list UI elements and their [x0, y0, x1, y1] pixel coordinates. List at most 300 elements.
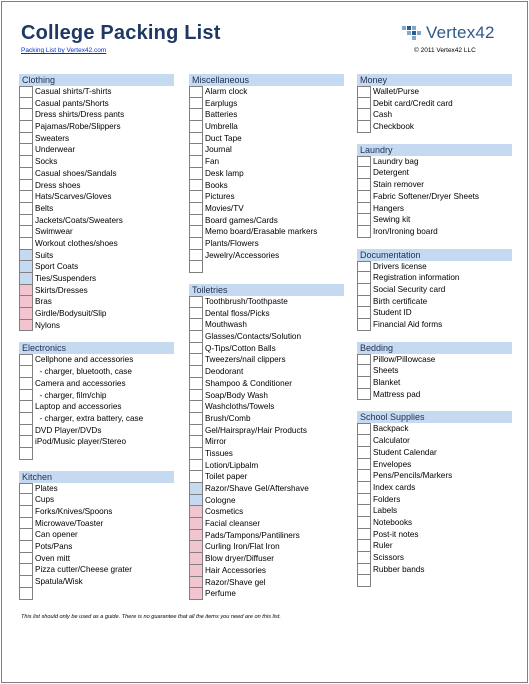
checkbox[interactable]: [357, 552, 371, 564]
list-item: [189, 425, 344, 437]
item-label: Pictures: [205, 192, 235, 202]
checkbox[interactable]: [357, 505, 371, 517]
checkbox[interactable]: [357, 540, 371, 552]
item-label: Laptop and accessories: [35, 402, 122, 412]
checkbox[interactable]: [19, 296, 33, 308]
item-label: Registration information: [373, 273, 460, 283]
section-toiletries: [189, 284, 344, 600]
checkbox[interactable]: [189, 191, 203, 203]
list-item: [189, 98, 344, 110]
checkbox[interactable]: [19, 180, 33, 192]
checkbox[interactable]: [189, 180, 203, 192]
item-label: Movies/TV: [205, 203, 244, 213]
checkbox[interactable]: [189, 354, 203, 366]
checkbox[interactable]: [189, 588, 203, 600]
item-label: Mattress pad: [373, 389, 421, 399]
list-item: [357, 529, 512, 541]
list-item: [19, 320, 174, 332]
item-label: Casual shoes/Sandals: [35, 168, 117, 178]
item-label: Jewelry/Accessories: [205, 250, 280, 260]
item-label: Pads/Tampons/Pantiliners: [205, 530, 300, 540]
list-item: [189, 436, 344, 448]
item-label: Underwear: [35, 145, 76, 155]
checkbox[interactable]: [189, 319, 203, 331]
list-item: [19, 541, 174, 553]
checkbox[interactable]: [189, 448, 203, 460]
list-item: [357, 505, 512, 517]
checkbox[interactable]: [357, 470, 371, 482]
section-header: Money: [357, 74, 512, 86]
item-label: Tweezers/nail clippers: [205, 355, 286, 365]
list-item: [189, 180, 344, 192]
list-item: [19, 273, 174, 285]
checkbox[interactable]: [19, 86, 33, 98]
section-school-supplies: [357, 411, 512, 587]
list-item: [357, 214, 512, 226]
checkbox[interactable]: [19, 273, 33, 285]
checkbox[interactable]: [357, 179, 371, 191]
checkbox[interactable]: [357, 494, 371, 506]
item-label: Razor/Shave gel: [205, 577, 266, 587]
checkbox[interactable]: [189, 168, 203, 180]
item-label: Ties/Suspenders: [35, 274, 97, 283]
checkbox[interactable]: [19, 401, 33, 413]
item-label: Belts: [35, 203, 54, 213]
item-label: Sport Coats: [35, 262, 79, 272]
item-label: Duct Tape: [205, 133, 242, 143]
item-label: Shampoo & Conditioner: [205, 378, 292, 388]
checkbox[interactable]: [19, 518, 33, 530]
checkbox[interactable]: [19, 564, 33, 576]
checkbox[interactable]: [357, 284, 371, 296]
checkbox[interactable]: [189, 541, 203, 553]
section-header: Toiletries: [189, 284, 344, 296]
section-clothing: [19, 74, 174, 331]
list-item: [189, 553, 344, 565]
section-header: Documentation: [357, 249, 512, 261]
checkbox[interactable]: [189, 460, 203, 472]
list-item: [357, 552, 512, 564]
checkbox[interactable]: [189, 109, 203, 121]
list-item: [19, 436, 174, 448]
checkbox[interactable]: [357, 109, 371, 121]
checkbox[interactable]: [189, 250, 203, 262]
item-label: Sweaters: [35, 133, 70, 143]
section-kitchen: [19, 471, 174, 600]
list-item: [19, 226, 174, 238]
checkbox[interactable]: [19, 98, 33, 110]
list-item: [357, 564, 512, 576]
list-item: [357, 389, 512, 401]
list-item: [357, 365, 512, 377]
checkbox[interactable]: [19, 121, 33, 133]
checkbox[interactable]: [189, 425, 203, 437]
list-item: [357, 470, 512, 482]
item-label: Ruler: [373, 541, 393, 551]
item-label: Calculator: [373, 436, 410, 446]
checkbox[interactable]: [189, 518, 203, 530]
list-item: [357, 191, 512, 203]
item-label: Tissues: [205, 448, 233, 458]
item-label: Folders: [373, 494, 401, 504]
checkbox[interactable]: [19, 168, 33, 180]
item-label: Cups: [35, 495, 55, 505]
list-item: [19, 144, 174, 156]
checkbox[interactable]: [19, 133, 33, 145]
checkbox[interactable]: [19, 203, 33, 215]
item-label: Mirror: [205, 437, 227, 447]
item-label: Index cards: [373, 482, 416, 492]
item-label: Post-it notes: [373, 529, 419, 539]
item-label: Blow dryer/Diffuser: [205, 554, 275, 564]
checkbox[interactable]: [189, 401, 203, 413]
checkbox[interactable]: [189, 378, 203, 390]
list-item: [19, 529, 174, 541]
item-label: Dental floss/Picks: [205, 308, 270, 318]
section-documentation: [357, 249, 512, 331]
checkbox[interactable]: [189, 413, 203, 425]
item-label: [371, 575, 512, 587]
list-item: [189, 261, 344, 273]
list-item: [357, 307, 512, 319]
item-label: Deodorant: [205, 367, 244, 377]
list-item: [189, 191, 344, 203]
item-label: Hangers: [373, 203, 404, 213]
list-item: [357, 167, 512, 179]
list-item: [189, 541, 344, 553]
item-label: Detergent: [373, 168, 409, 178]
item-label: Scissors: [373, 553, 404, 562]
item-label: Lotion/Lipbalm: [205, 460, 259, 470]
list-item: [19, 588, 174, 600]
checkbox[interactable]: [19, 109, 33, 121]
checkbox[interactable]: [189, 483, 203, 495]
item-label: Wallet/Purse: [373, 87, 420, 96]
item-label: Plants/Flowers: [205, 238, 259, 248]
item-label: Laundry bag: [373, 156, 419, 166]
item-label: Rubber bands: [373, 564, 425, 574]
checkbox[interactable]: [189, 366, 203, 378]
page-title: College Packing List: [21, 22, 221, 44]
logo-grid-icon: [401, 24, 423, 42]
item-label: Memo board/Erasable markers: [205, 227, 318, 237]
item-label: Hair Accessories: [205, 565, 266, 575]
item-label: Stain remover: [373, 180, 424, 190]
list-item: [19, 425, 174, 437]
list-item: [189, 133, 344, 145]
checkbox[interactable]: [357, 272, 371, 284]
checkbox[interactable]: [19, 354, 33, 366]
list-item: [19, 250, 174, 262]
item-label: DVD Player/DVDs: [35, 425, 102, 435]
item-label: Books: [205, 180, 228, 190]
column-left: [19, 74, 174, 611]
checkbox[interactable]: [189, 86, 203, 98]
list-item: [357, 377, 512, 389]
item-label: Oven mitt: [35, 553, 71, 563]
list-item: [357, 284, 512, 296]
checkbox[interactable]: [189, 296, 203, 308]
list-item: [189, 413, 344, 425]
checkbox[interactable]: [189, 495, 203, 507]
checkbox[interactable]: [189, 506, 203, 518]
checkbox[interactable]: [19, 308, 33, 320]
checkbox[interactable]: [19, 506, 33, 518]
checkbox[interactable]: [357, 121, 371, 133]
list-item: [189, 565, 344, 577]
item-label: Facial cleanser: [205, 519, 261, 529]
item-label: Jackets/Coats/Sweaters: [35, 215, 123, 225]
section-header: Bedding: [357, 342, 512, 354]
checkbox[interactable]: [189, 203, 203, 215]
checkbox[interactable]: [19, 588, 33, 600]
checkbox[interactable]: [19, 390, 33, 402]
list-item: [357, 319, 512, 331]
list-item: [189, 495, 344, 507]
item-label: Pots/Pans: [35, 542, 73, 552]
list-item: [189, 226, 344, 238]
checkbox[interactable]: [19, 215, 33, 227]
list-item: [357, 109, 512, 121]
item-label: Razor/Shave Gel/Aftershave: [205, 484, 309, 493]
list-item: [19, 483, 174, 495]
checkbox[interactable]: [189, 215, 203, 227]
checkbox[interactable]: [357, 575, 371, 587]
list-item: [189, 308, 344, 320]
checkbox[interactable]: [189, 98, 203, 110]
checkbox[interactable]: [189, 577, 203, 589]
item-label: Pajamas/Robe/Slippers: [35, 122, 121, 132]
checkbox[interactable]: [189, 121, 203, 133]
item-label: Fan: [205, 157, 220, 167]
list-item: [19, 518, 174, 530]
item-label: Washcloths/Towels: [205, 402, 275, 412]
item-label: - charger, bluetooth, case: [35, 367, 132, 377]
list-item: [189, 378, 344, 390]
checkbox[interactable]: [19, 366, 33, 378]
checkbox[interactable]: [357, 482, 371, 494]
list-item: [357, 517, 512, 529]
list-item: [19, 401, 174, 413]
list-item: [19, 366, 174, 378]
item-label: Girdle/Bodysuit/Slip: [35, 309, 107, 319]
checkbox[interactable]: [357, 319, 371, 331]
checkbox[interactable]: [357, 296, 371, 308]
item-label: Social Security card: [373, 284, 446, 294]
checkbox[interactable]: [357, 517, 371, 529]
checkbox[interactable]: [19, 320, 33, 332]
checkbox[interactable]: [357, 354, 371, 366]
checkbox[interactable]: [357, 564, 371, 576]
checkbox[interactable]: [19, 156, 33, 168]
list-item: [19, 378, 174, 390]
item-label: Envelopes: [373, 459, 412, 469]
checkbox[interactable]: [189, 530, 203, 542]
item-label: Bras: [35, 297, 52, 307]
checkbox[interactable]: [189, 343, 203, 355]
section-laundry: [357, 144, 512, 238]
item-label: Q-Tips/Cotton Balls: [205, 343, 276, 353]
item-label: Brush/Comb: [205, 413, 251, 423]
checkbox[interactable]: [189, 133, 203, 145]
checkbox[interactable]: [19, 250, 33, 262]
list-item: [357, 482, 512, 494]
list-item: [19, 180, 174, 192]
checkbox[interactable]: [19, 576, 33, 588]
item-label: Debit card/Credit card: [373, 98, 453, 108]
item-label: - charger, extra battery, case: [35, 413, 144, 423]
item-label: Dress shoes: [35, 180, 81, 190]
section-header: Clothing: [19, 74, 174, 86]
checkbox[interactable]: [357, 447, 371, 459]
list-item: [189, 121, 344, 133]
item-label: Desk lamp: [205, 168, 244, 178]
list-item: [189, 577, 344, 589]
checkbox[interactable]: [357, 98, 371, 110]
checkbox[interactable]: [19, 494, 33, 506]
list-item: [189, 518, 344, 530]
checkbox[interactable]: [357, 459, 371, 471]
item-label: Toothbrush/Toothpaste: [205, 297, 288, 306]
item-label: Backpack: [373, 424, 409, 434]
item-label: iPod/Music player/Stereo: [35, 437, 127, 447]
section-bedding: [357, 342, 512, 401]
section-header: Kitchen: [19, 471, 174, 483]
checkbox[interactable]: [19, 541, 33, 553]
item-label: Nylons: [35, 320, 61, 330]
checkbox[interactable]: [19, 483, 33, 495]
item-label: Umbrella: [205, 122, 238, 132]
list-item: [19, 506, 174, 518]
item-label: Board games/Cards: [205, 215, 278, 225]
checkbox[interactable]: [189, 238, 203, 250]
list-item: [189, 144, 344, 156]
item-label: Cash: [373, 110, 393, 120]
item-label: Student Calendar: [373, 447, 437, 457]
checkbox[interactable]: [19, 448, 33, 460]
checkbox[interactable]: [19, 553, 33, 565]
checkbox[interactable]: [357, 203, 371, 215]
list-item: [189, 109, 344, 121]
list-item: [357, 494, 512, 506]
item-label: Curling Iron/Flat Iron: [205, 542, 280, 552]
list-item: [19, 133, 174, 145]
checkbox[interactable]: [357, 191, 371, 203]
item-label: [33, 588, 174, 600]
list-item: [357, 179, 512, 191]
item-label: Dress shirts/Dress pants: [35, 110, 125, 120]
list-item: [357, 447, 512, 459]
checkbox[interactable]: [189, 144, 203, 156]
checkbox[interactable]: [19, 285, 33, 297]
checkbox[interactable]: [19, 238, 33, 250]
list-item: [19, 168, 174, 180]
list-item: [357, 435, 512, 447]
list-item: [19, 308, 174, 320]
list-item: [189, 168, 344, 180]
checkbox[interactable]: [189, 308, 203, 320]
checkbox[interactable]: [19, 529, 33, 541]
checkbox[interactable]: [357, 365, 371, 377]
list-item: [19, 86, 174, 98]
item-label: Perfume: [205, 589, 236, 599]
item-label: Hats/Scarves/Gloves: [35, 192, 112, 202]
checkbox[interactable]: [189, 156, 203, 168]
checkbox[interactable]: [357, 529, 371, 541]
checkbox[interactable]: [357, 214, 371, 226]
packing-list-page: [1, 1, 528, 683]
checkbox[interactable]: [19, 261, 33, 273]
checkbox[interactable]: [189, 390, 203, 402]
checkbox[interactable]: [19, 378, 33, 390]
checkbox[interactable]: [19, 425, 33, 437]
item-label: Drivers license: [373, 261, 427, 271]
item-label: Journal: [205, 145, 232, 155]
checkbox[interactable]: [19, 413, 33, 425]
checkbox[interactable]: [19, 226, 33, 238]
list-item: [357, 272, 512, 284]
item-label: Earplugs: [205, 98, 238, 108]
list-item: [19, 553, 174, 565]
section-miscellaneous: [189, 74, 344, 273]
list-item: [357, 156, 512, 168]
list-item: [189, 86, 344, 98]
checkbox[interactable]: [357, 423, 371, 435]
section-money: [357, 74, 512, 133]
checkbox[interactable]: [357, 226, 371, 238]
vertex42-link[interactable]: Packing List by Vertex42.com: [21, 47, 107, 54]
list-item: [357, 121, 512, 133]
item-label: Suits: [35, 250, 54, 260]
checkbox[interactable]: [357, 377, 371, 389]
item-label: Camera and accessories: [35, 378, 126, 388]
checkbox[interactable]: [189, 553, 203, 565]
list-item: [19, 390, 174, 402]
list-item: [19, 261, 174, 273]
list-item: [189, 343, 344, 355]
list-item: [357, 203, 512, 215]
checkbox[interactable]: [357, 167, 371, 179]
checkbox[interactable]: [357, 307, 371, 319]
item-label: Pillow/Pillowcase: [373, 354, 436, 364]
item-label: - charger, film/chip: [35, 390, 107, 400]
item-label: Fabric Softener/Dryer Sheets: [373, 191, 480, 201]
column-middle: [189, 74, 344, 611]
checkbox[interactable]: [357, 435, 371, 447]
checkbox[interactable]: [19, 191, 33, 203]
checkbox[interactable]: [357, 389, 371, 401]
item-label: Financial Aid forms: [373, 320, 443, 329]
list-item: [19, 576, 174, 588]
list-item: [189, 366, 344, 378]
checkbox[interactable]: [19, 144, 33, 156]
checkbox[interactable]: [189, 565, 203, 577]
checkbox[interactable]: [357, 156, 371, 168]
item-label: Microwave/Toaster: [35, 518, 104, 528]
checkbox[interactable]: [189, 261, 203, 273]
checkbox[interactable]: [189, 436, 203, 448]
checkbox[interactable]: [19, 436, 33, 448]
list-item: [19, 156, 174, 168]
list-item: [19, 354, 174, 366]
checkbox[interactable]: [189, 471, 203, 483]
list-item: [189, 483, 344, 495]
checkbox[interactable]: [357, 86, 371, 98]
checkbox[interactable]: [357, 261, 371, 273]
checkbox[interactable]: [189, 226, 203, 238]
checkbox[interactable]: [189, 331, 203, 343]
section-header: Electronics: [19, 342, 174, 354]
